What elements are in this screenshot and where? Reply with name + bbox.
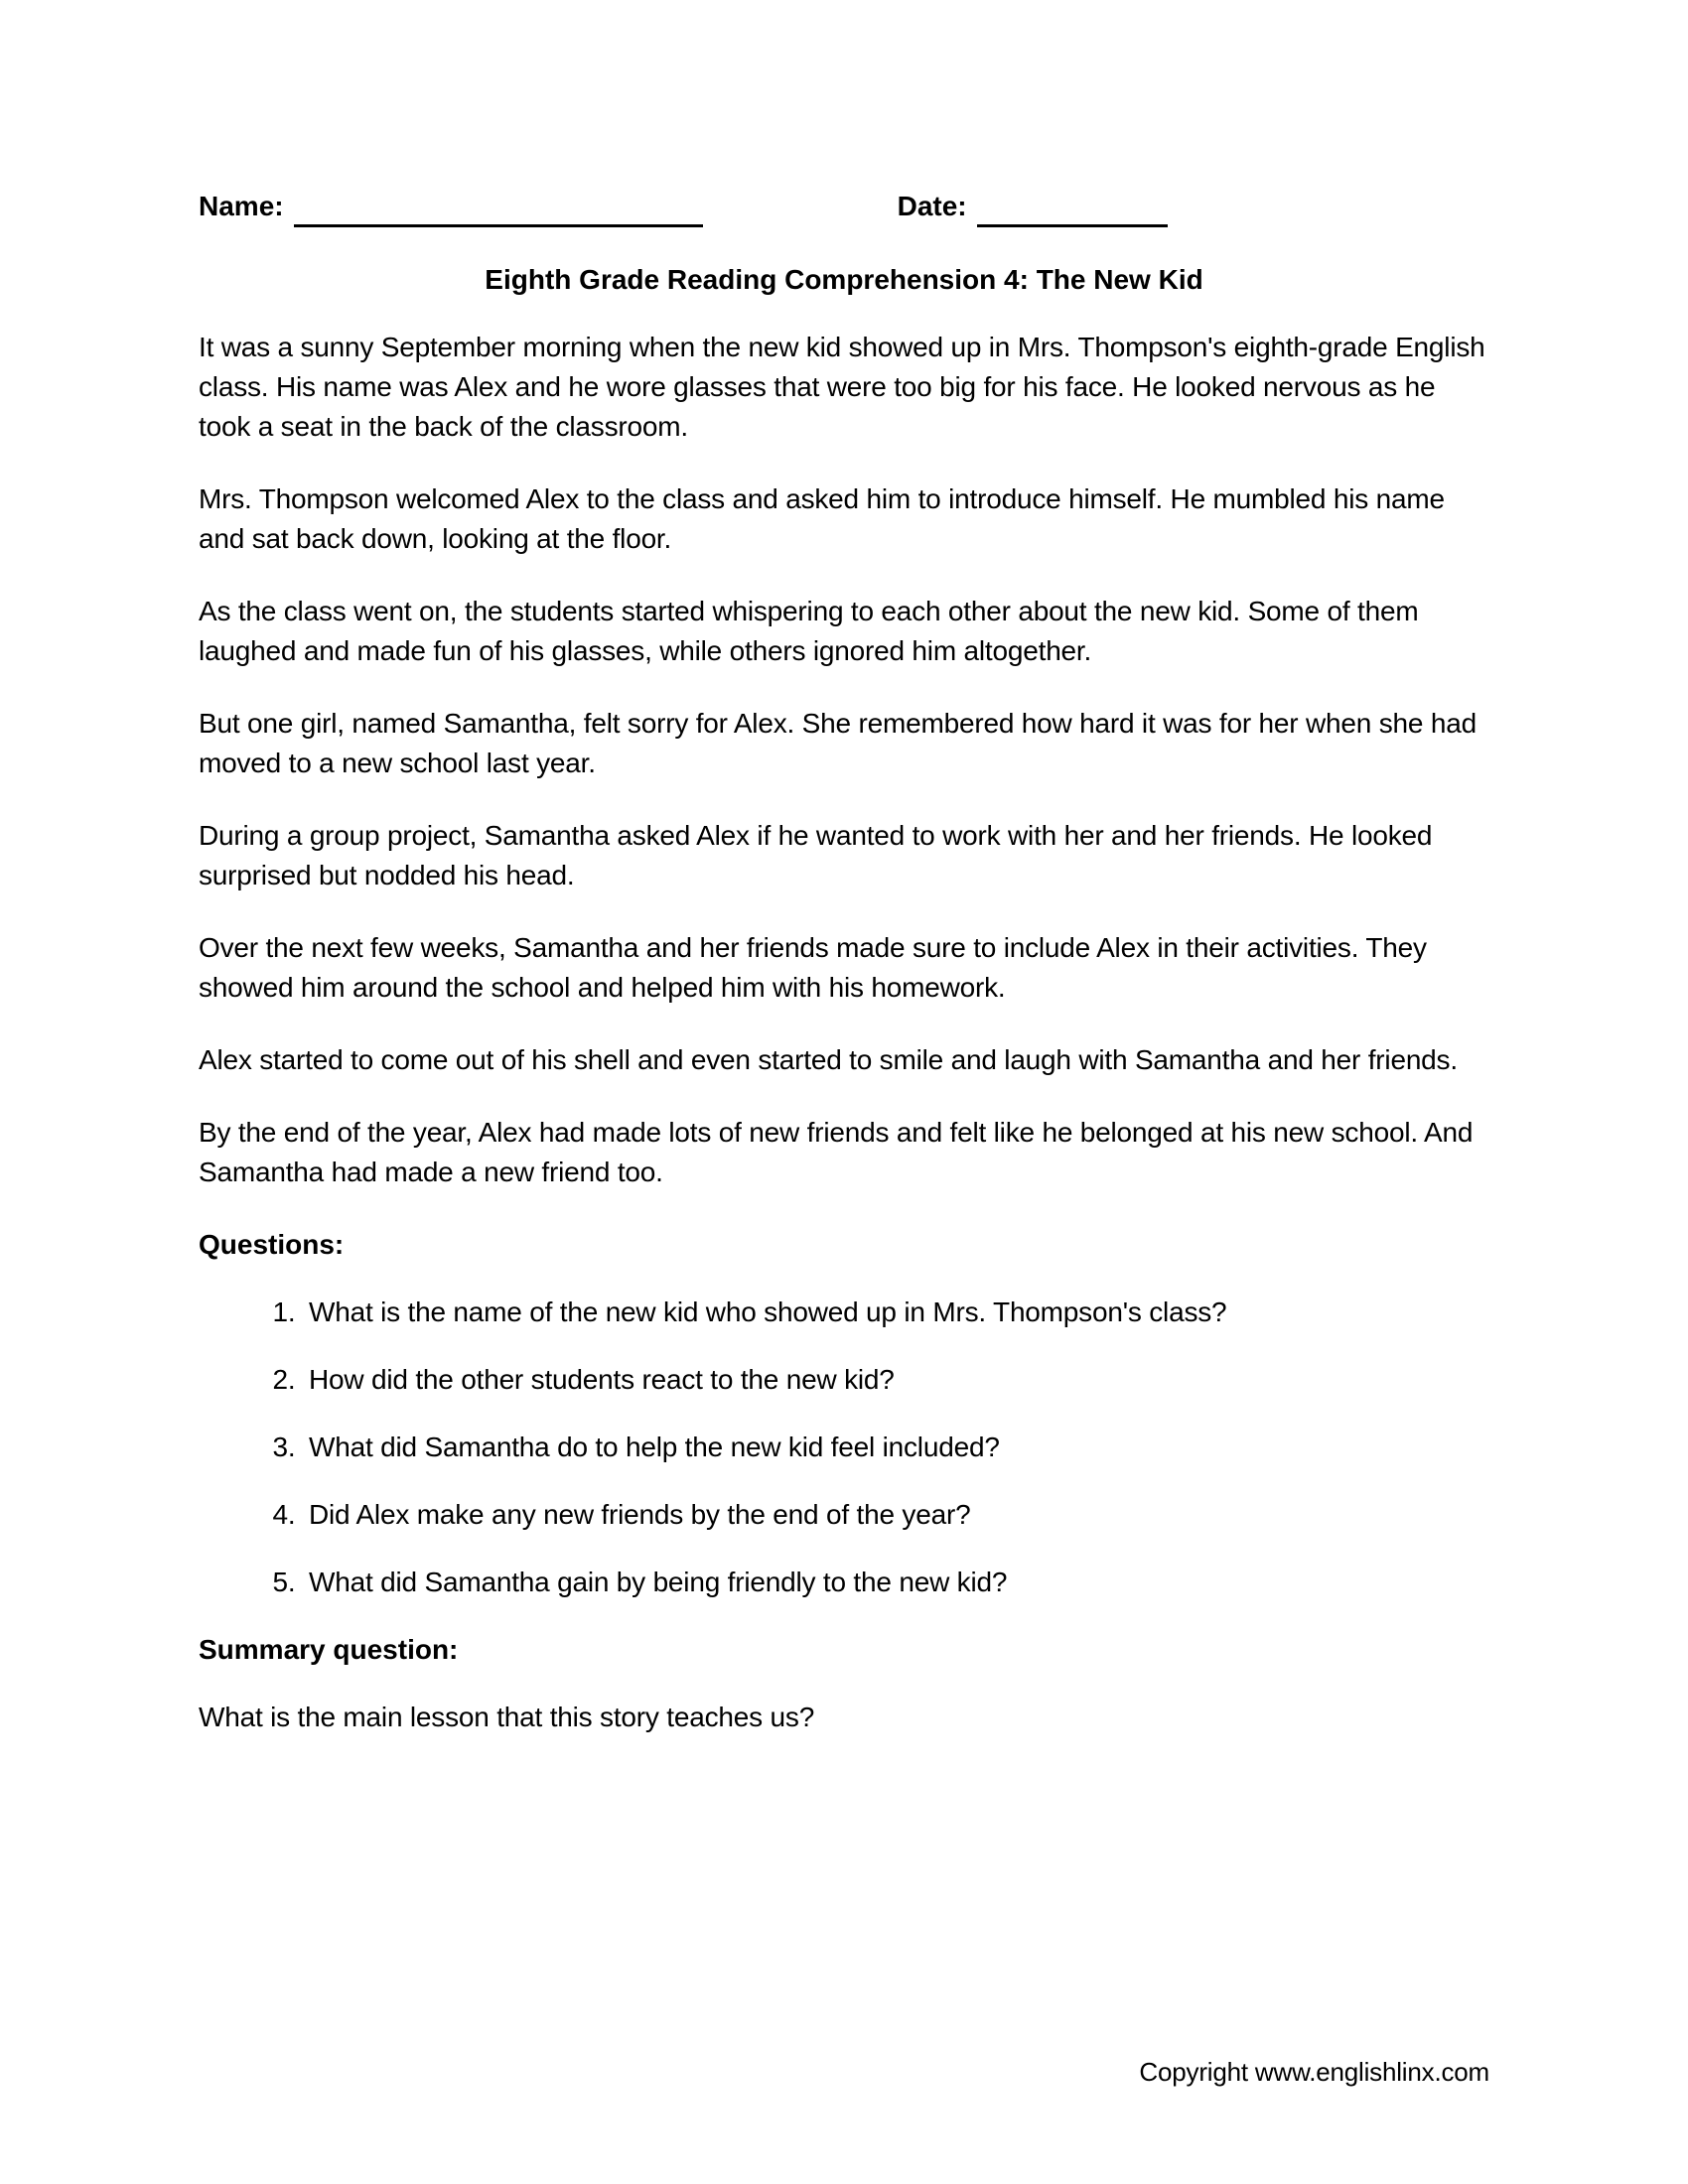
questions-list <box>199 1293 1489 1602</box>
story-paragraph-3: As the class went on, the students started whispering to each other about the new kid. Some of them laughed and made fun of his glasses, while others ignored him altogether. <box>199 596 1419 666</box>
page-title: Eighth Grade Reading Comprehension 4: The New Kid <box>485 264 1203 295</box>
date-label: Date: <box>897 191 967 221</box>
question-item-3 <box>303 1428 1489 1467</box>
summary-question: What is the main lesson that this story teaches us? <box>199 1702 815 1732</box>
question-item-1 <box>303 1293 1489 1332</box>
summary-heading: Summary question: <box>199 1634 459 1665</box>
story-paragraph-8: By the end of the year, Alex had made lots of new friends and felt like he belonged at his new school. And Samantha had made a new friend too. <box>199 1117 1474 1187</box>
story-paragraph-2: Mrs. Thompson welcomed Alex to the class and asked him to introduce himself. He mumbled his name and sat back down, looking at the floor. <box>199 483 1445 554</box>
question-item-4 <box>303 1495 1489 1535</box>
questions-heading: Questions: <box>199 1229 345 1260</box>
name-blank-line[interactable] <box>294 224 703 227</box>
story-paragraph-4: But one girl, named Samantha, felt sorry for Alex. She remembered how hard it was for her when she had moved to a new school last year. <box>199 708 1477 778</box>
name-label: Name: <box>199 191 284 221</box>
question-text: How did the other students react to the new kid? <box>309 1364 895 1395</box>
story-paragraph-5: During a group project, Samantha asked Alex if he wanted to work with her and her friends. He looked surprised but nodded his head. <box>199 820 1433 890</box>
copyright-footer: Copyright www.englishlinx.com <box>1139 2057 1489 2087</box>
story-paragraph-1: It was a sunny September morning when the new kid showed up in Mrs. Thompson's eighth-grade English class. His name was Alex and he wore glasses that were too big for his face. He looked nervous as he took a seat in the back of the classroom. <box>199 332 1485 442</box>
question-text: What did Samantha do to help the new kid feel included? <box>309 1432 1000 1462</box>
date-blank-line[interactable] <box>977 224 1168 227</box>
question-text: Did Alex make any new friends by the end of the year? <box>309 1499 971 1530</box>
question-text: What did Samantha gain by being friendly to the new kid? <box>309 1567 1008 1597</box>
name-date-row <box>199 191 1489 222</box>
question-item-2 <box>303 1360 1489 1400</box>
question-item-5 <box>303 1563 1489 1602</box>
story-paragraph-6: Over the next few weeks, Samantha and her friends made sure to include Alex in their activities. They showed him around the school and helped him with his homework. <box>199 932 1427 1003</box>
story-paragraph-7: Alex started to come out of his shell and even started to smile and laugh with Samantha and her friends. <box>199 1044 1458 1075</box>
question-text: What is the name of the new kid who showed up in Mrs. Thompson's class? <box>309 1297 1227 1327</box>
